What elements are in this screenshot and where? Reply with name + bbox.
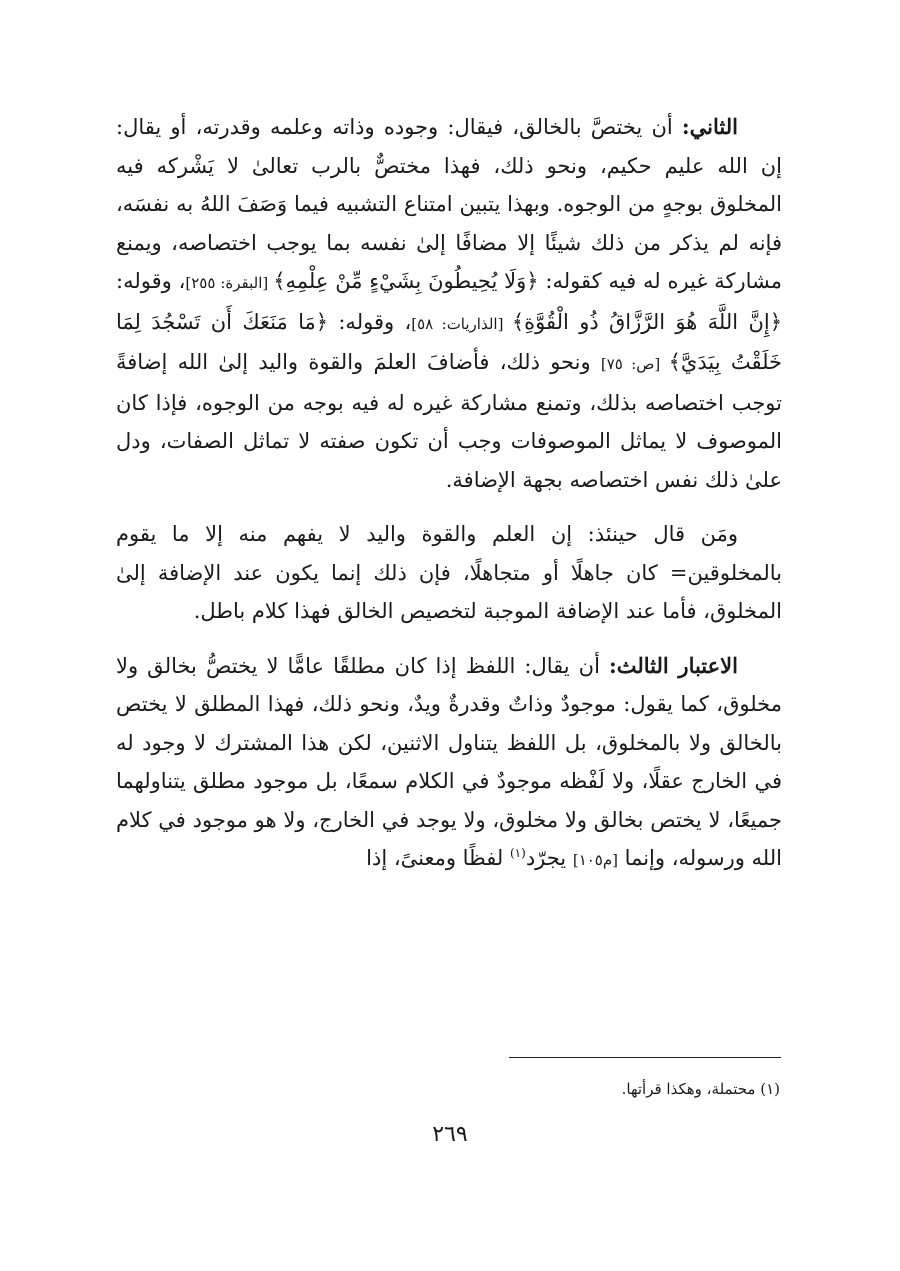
paragraph-3-heading: الاعتبار الثالث: xyxy=(609,652,738,678)
footnote-marker: (١) xyxy=(509,846,526,860)
footnote-divider xyxy=(509,1057,781,1058)
paragraph-3-text-c: لفظًا ومعنىً، إذا xyxy=(366,846,510,870)
paragraph-1-text-b: ، وقوله: xyxy=(116,269,186,293)
quran-verse-1: ﴿وَلَا يُحِيطُونَ بِشَيْءٍ مِّنْ عِلْمِهِ﴾ xyxy=(273,269,539,293)
quran-verse-3: ﴿مَا مَنَعَكَ أَن تَسْجُدَ لِمَا خَلَقْتُ بِيَدَيَّ﴾ xyxy=(116,309,782,374)
footnote: (١) محتملة، وهكذا قرأتها. xyxy=(621,1080,780,1098)
paragraph-1 xyxy=(116,108,782,499)
paragraph-3 xyxy=(116,647,782,880)
paragraph-3-text-a: أن يقال: اللفظ إذا كان مطلقًا عامًّا لا يختصُّ بخالق ولا مخلوق، كما يقول: موجودٌ وذاتٌ وقدرةٌ ويدٌ، ونحو ذلك، فهذا المطلق لا يختص بالخالق ولا بالمخلوق، بل اللفظ يتناول الاثنين، لكن هذا المشترك لا وجود له في الخارج عقلًا، ولا لَفْظه موجودٌ في الكلام سمعًا، بل موجود مطلق يتناولهما جميعًا، لا يختص بخالق ولا مخلوق، ولا يوجد في الخارج، ولا هو موجود في كلام الله ورسوله، وإنما xyxy=(116,653,782,870)
paragraph-3-text-b: يجرّد xyxy=(525,846,573,870)
paragraph-1-heading: الثاني: xyxy=(681,114,738,139)
paragraph-gap xyxy=(116,499,782,515)
page-number: ٢٦٩ xyxy=(432,1122,468,1147)
paragraph-gap xyxy=(116,631,782,647)
main-text xyxy=(116,108,782,880)
manuscript-marker: [م١٠٥] xyxy=(572,851,618,869)
paragraph-2: ومَن قال حينئذ: إن العلم والقوة واليد لا يفهم منه إلا ما يقوم بالمخلوقين= كان جاهلًا أو متجاهلًا، فإن ذلك إنما يكون عند الإضافة إلىٰ المخلوق، فأما عند الإضافة الموجبة لتخصيص الخالق فهذا كلام باطل. xyxy=(116,522,782,623)
verse-ref-2: [الذاريات: ٥٨] xyxy=(411,314,512,333)
paragraph-1-text-c: ، وقوله: xyxy=(328,309,412,334)
verse-ref-1: [البقرة: ٢٥٥] xyxy=(185,274,274,292)
paragraph-1-text-a: أن يختصَّ بالخالق، فيقال: وجوده وذاته وعلمه وقدرته، أو يقال: إن الله عليم حكيم، ونحو ذلك، فهذا مختصٌّ بالرب تعالىٰ لا يَشْركه فيه المخلوق بوجهٍ من الوجوه. وبهذا يتبين امتناع التشبيه فيما وَصَفَ اللهُ به نفسَه، فإنه لم يذكر من ذلك شيئًا إلا مضافًا إلىٰ نفسه بما يوجب اختصاصه، ويمنع مشاركة غيره له فيه كقوله: xyxy=(116,115,782,293)
verse-ref-3: [ص: ٧٥] xyxy=(600,355,669,373)
paragraph-1-text-d: ونحو ذلك، فأضافَ العلمَ والقوة واليد إلىٰ الله إضافةً توجب اختصاصه بذلك، وتمنع مشاركة غيره له فيه بوجه من الوجوه، فإذا كان الموصوف لا يماثل الموصوفات وجب أن تكون صفته لا تماثل الصفات، ودل علىٰ ذلك نفس اختصاصه بجهة الإضافة. xyxy=(116,350,782,492)
quran-verse-2: ﴿إِنَّ اللَّهَ هُوَ الرَّزَّاقُ ذُو الْقُوَّةِ﴾ xyxy=(511,309,783,334)
